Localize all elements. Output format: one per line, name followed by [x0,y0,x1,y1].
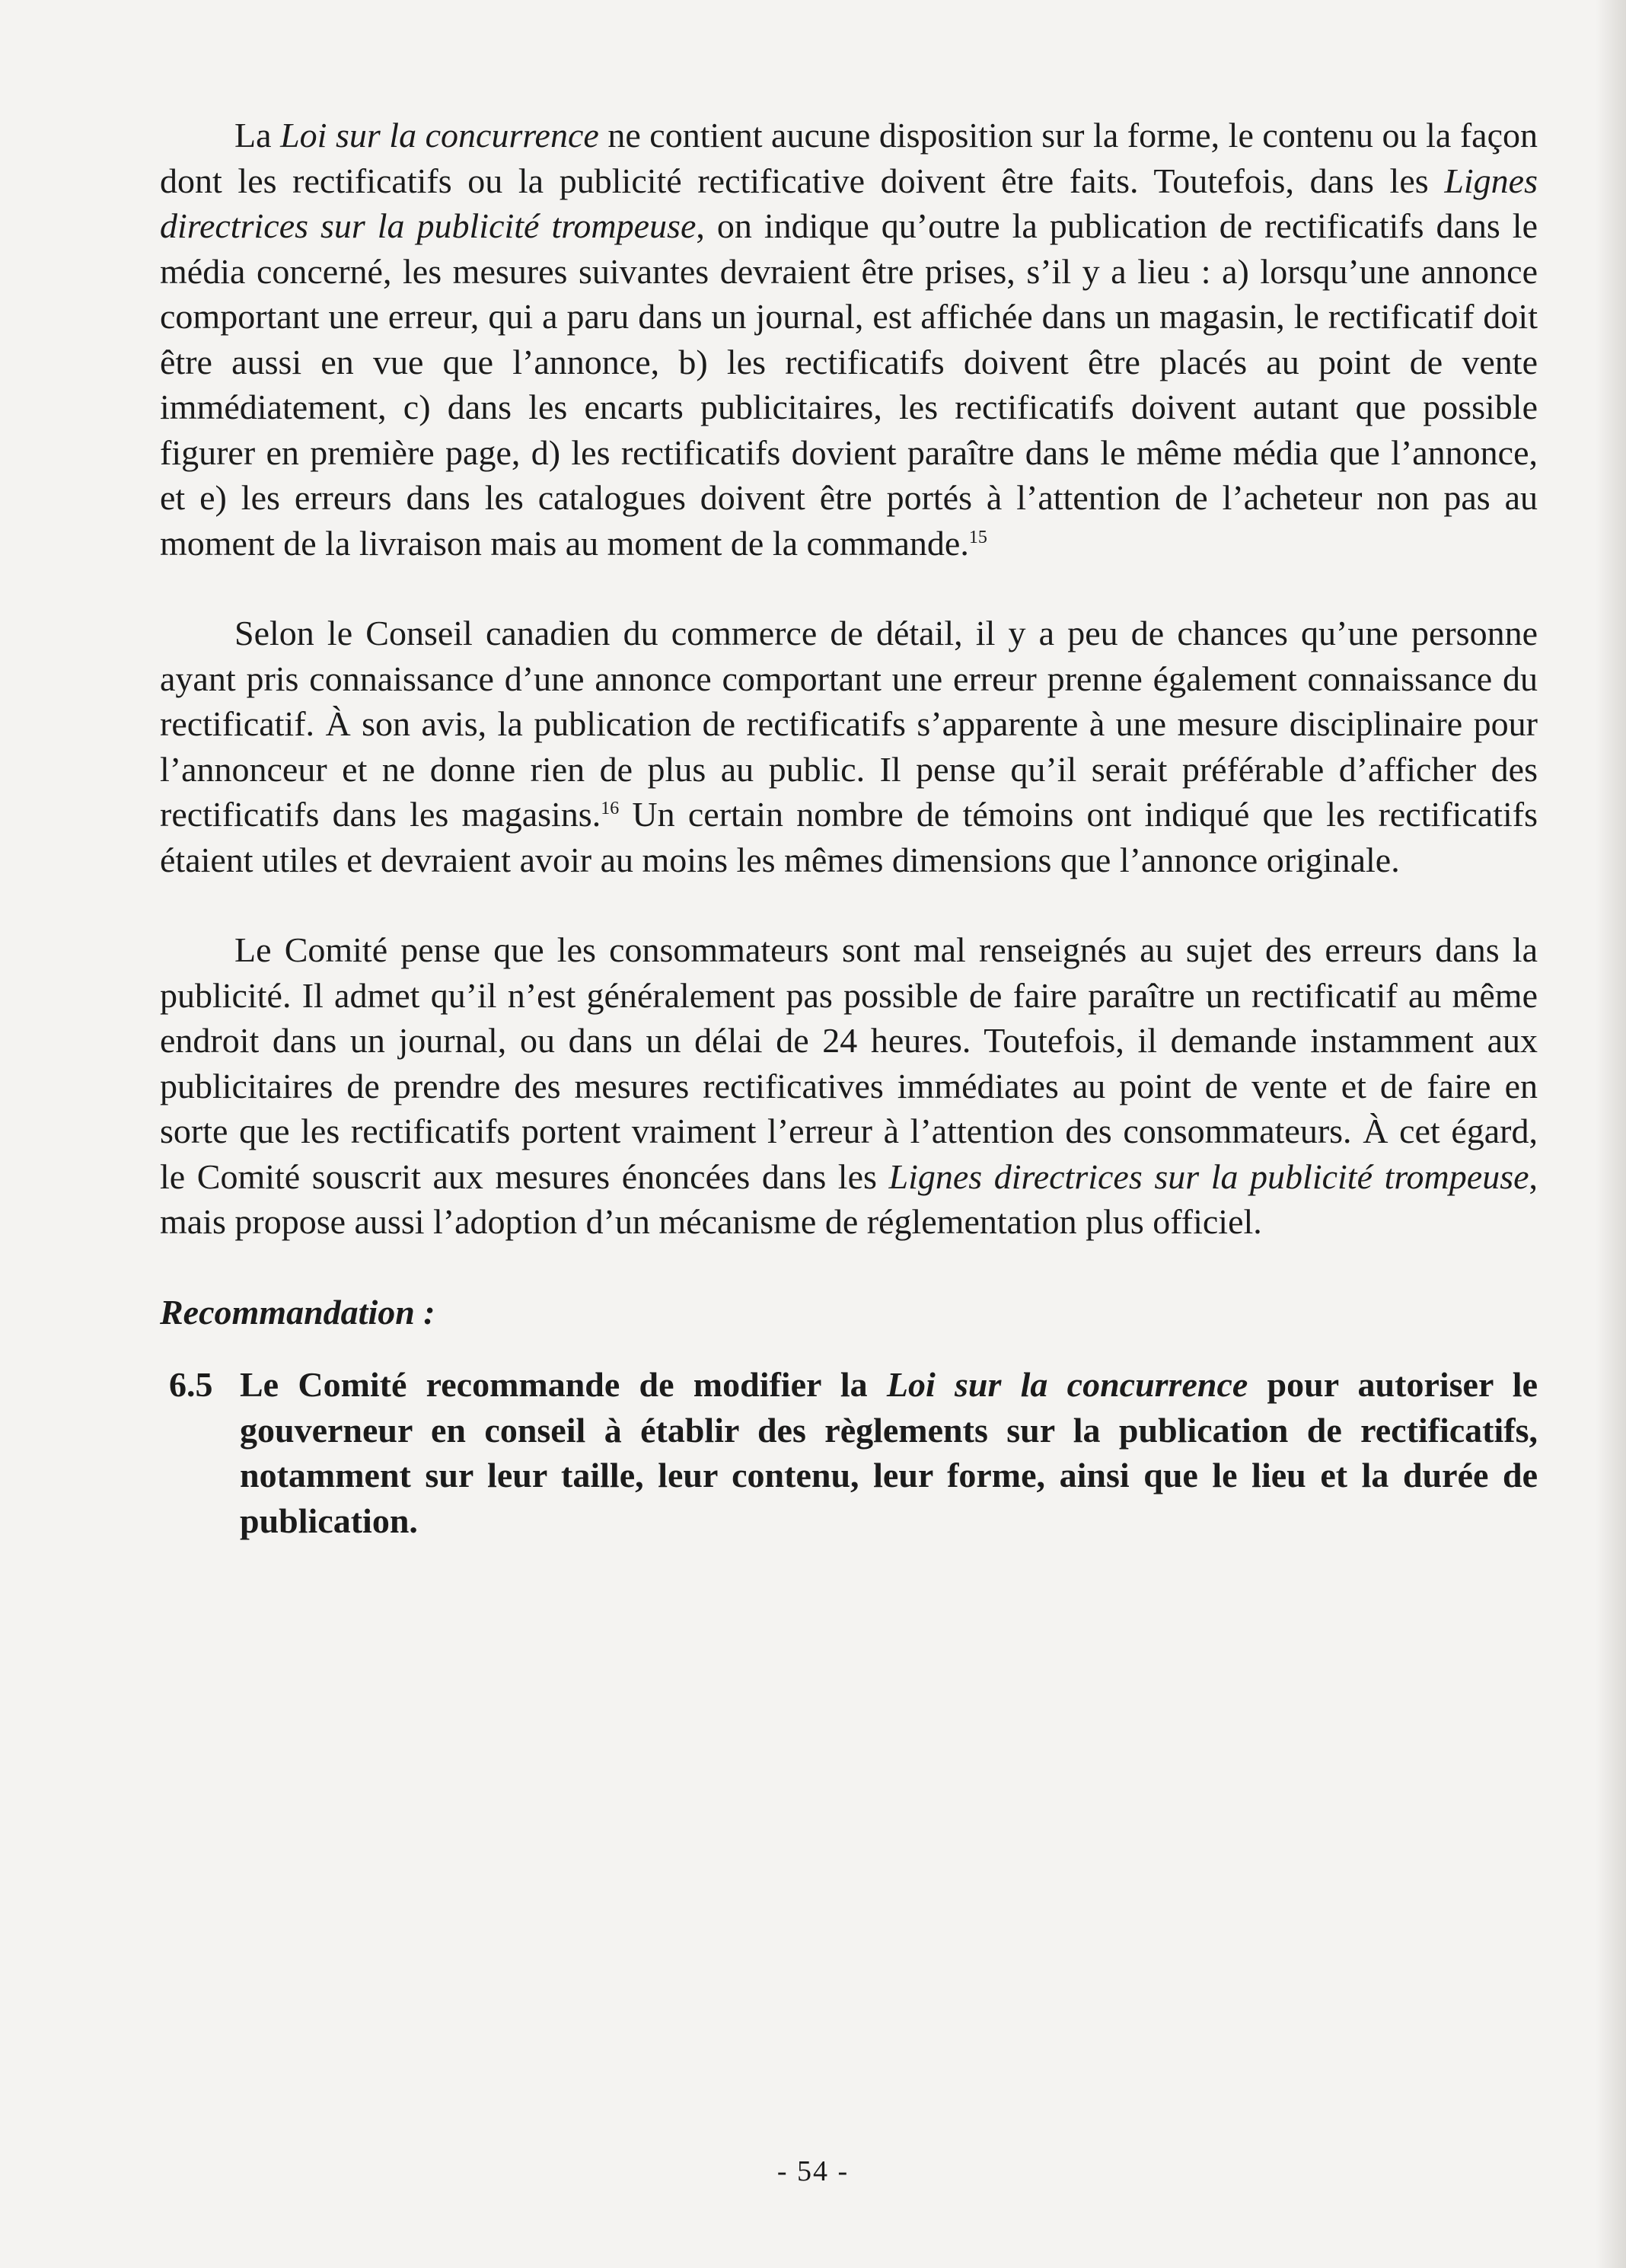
rec-text: pour autoriser le gouverneur en conseil à établir des règlements sur la publication de rectificatifs, notamment sur leur taille, leur contenu, leur forme, ainsi que le lieu et la durée de publication. [240,1365,1538,1540]
page-edge-shadow [1596,0,1626,2268]
recommendation-item [160,1362,1538,1543]
body-text [160,113,1538,1543]
p3-text: Le Comité pense que les consommateurs sont mal renseignés au sujet des erreurs dans la publicité. Il admet qu’il n’est généralement pas possible de faire paraître un rectificatif au même endroit dans un journal, ou dans un délai de 24 heures. Toutefois, il demande instamment aux publicitaires de prendre des mesures rectificatives immédiates au point de vente et de faire en sorte que les rectificatifs portent vraiment l’erreur à l’attention des consommateurs. À cet égard, le Comité souscrit aux mesures énoncées dans les [160,930,1538,1196]
rec-law-title: Loi sur la concurrence [886,1365,1248,1404]
p3-text: , mais propose aussi l’adoption d’un mécanisme de réglementation plus officiel. [160,1156,1538,1241]
recommendation-text [240,1362,1538,1543]
paragraph-2 [160,611,1538,882]
p1-guidelines-title: Lignes directrices sur la publicité trompeuse [160,161,1538,245]
p2-text: Selon le Conseil canadien du commerce de détail, il y a peu de chances qu’une personne ayant pris connaissance d’une annonce comportant une erreur prenne également connaissance du rectificatif. À son avis, la publication de rectificatifs s’apparente à une mesure disciplinaire pour l’annonceur et ne donne rien de plus au public. Il pense qu’il serait préférable d’afficher des rectificatifs dans les magasins. [160,614,1538,834]
footnote-marker-16: 16 [601,799,620,818]
p2-text-tail: Un certain nombre de témoins ont indiqué que les rectificatifs étaient utiles et devraient avoir au moins les mêmes dimensions que l’annonce originale. [160,795,1538,879]
page-number: - 54 - [776,2155,850,2187]
paragraph-1 [160,113,1538,566]
paragraph-3 [160,927,1538,1245]
rec-text: Le Comité recommande de modifier la [240,1365,887,1404]
p1-law-title: Loi sur la concurrence [280,116,599,155]
footnote-marker-15: 15 [968,527,987,547]
p1-text: ne contient aucune disposition sur la forme, le contenu ou la façon dont les rectificatifs ou la publicité rectificative doivent être faits. Toutefois, dans les [160,116,1538,200]
p3-guidelines-title: Lignes directrices sur la publicité trompeuse [888,1156,1529,1196]
recommendation-number: 6.5 [169,1365,213,1404]
p1-text: , on indique qu’outre la publication de rectificatifs dans le média concerné, les mesures suivantes devraient être prises, s’il y a lieu : a) lorsqu’une annonce comportant une erreur, qui a paru dans un journal, est affichée dans un magasin, le rectificatif doit être aussi en vue que l’annonce, b) les rectificatifs doivent être placés au point de vente immédiatement, c) dans les encarts publicitaires, les rectificatifs doivent autant que possible figurer en première page, d) les rectificatifs dovient paraître dans le même média que l’annonce, et e) les erreurs dans les catalogues doivent être portés à l’attention de l’acheteur non pas au moment de la livraison mais au moment de la commande. [160,206,1538,563]
recommendation-heading: Recommandation : [160,1292,435,1332]
p1-text: La [234,116,281,155]
